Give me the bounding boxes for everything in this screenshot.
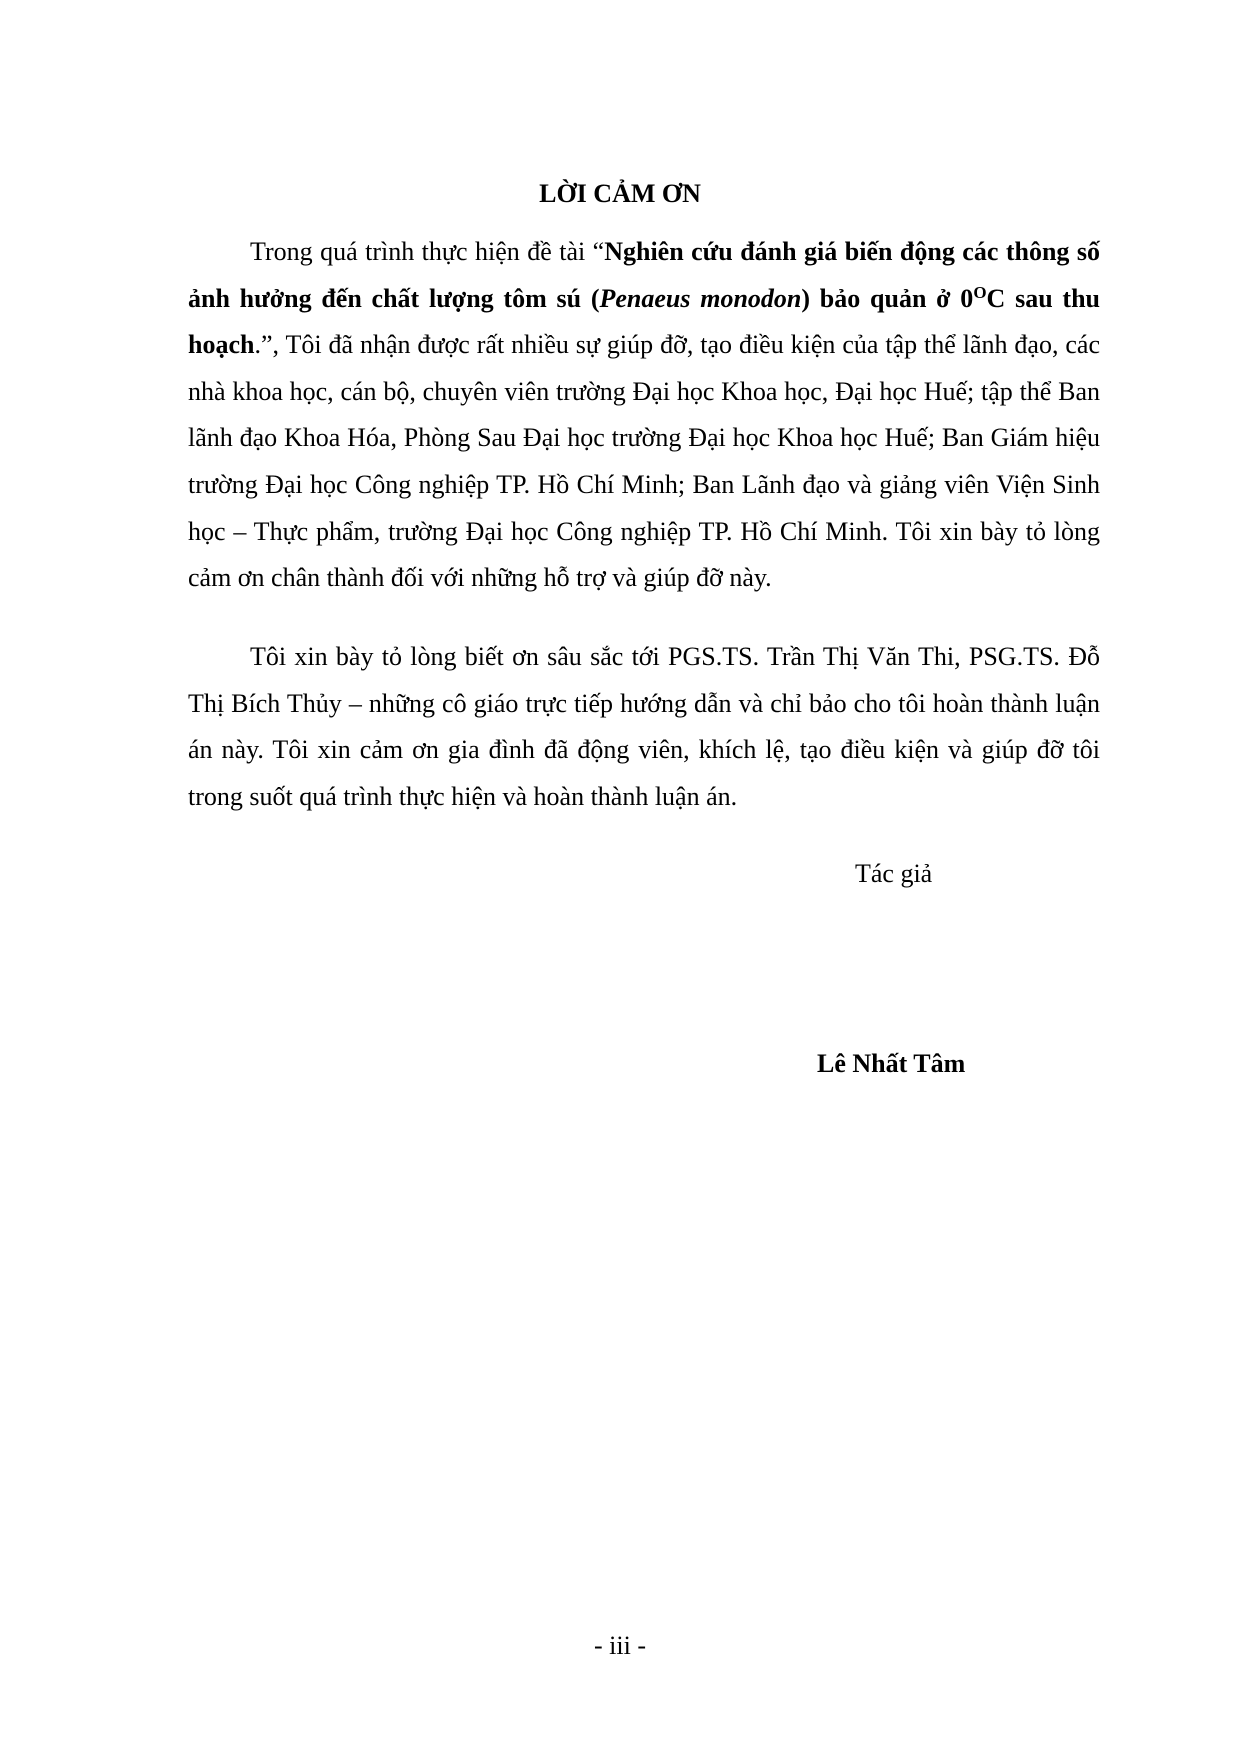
acknowledgement-paragraph-2: Tôi xin bày tỏ lòng biết ơn sâu sắc tới PGS.TS. Trần Thị Văn Thi, PSG.TS. Đỗ Thị Bích Thủy – những cô giáo trực tiếp hướng dẫn và chỉ bảo cho tôi hoàn thành luận án này. Tôi xin cảm ơn gia đình đã động viên, khích lệ, tạo điều kiện và giúp đỡ tôi trong suốt quá trình thực hiện và hoàn thành luận án.: [188, 642, 1100, 811]
thesis-topic-part-3: C sau thu hoạch: [188, 283, 1100, 360]
page-number: - iii -: [594, 1631, 646, 1660]
signature-label: Tác giả: [855, 859, 933, 888]
paragraph-1-intro: Trong quá trình thực hiện đề tài “: [250, 237, 605, 266]
thesis-topic-part-2: ) bảo quản ở 0: [801, 283, 974, 313]
degree-superscript: O: [973, 282, 987, 302]
thesis-topic-part-1: Nghiên cứu đánh giá biến động các thông số ảnh hưởng đến chất lượng tôm sú (: [188, 237, 1100, 313]
paragraph-1-body: .”, Tôi đã nhận được rất nhiều sự giúp đỡ, tạo điều kiện của tập thể lãnh đạo, các nhà khoa học, cán bộ, chuyên viên trường Đại học Khoa học, Đại học Huế; tập thể Ban lãnh đạo Khoa Hóa, Phòng Sau Đại học trường Đại học Khoa học Huế; Ban Giám hiệu trường Đại học Công nghiệp TP. Hồ Chí Minh; Ban Lãnh đạo và giảng viên Viện Sinh học – Thực phẩm, trường Đại học Công nghiệp TP. Hồ Chí Minh. Tôi xin bày tỏ lòng cảm ơn chân thành đối với những hỗ trợ và giúp đỡ này.: [188, 330, 1100, 593]
author-name: Lê Nhất Tâm: [817, 1049, 966, 1078]
acknowledgement-paragraph-1: [188, 229, 1100, 602]
page-title: LỜI CẢM ƠN: [539, 179, 701, 208]
species-name: Penaeus monodon: [599, 283, 802, 313]
